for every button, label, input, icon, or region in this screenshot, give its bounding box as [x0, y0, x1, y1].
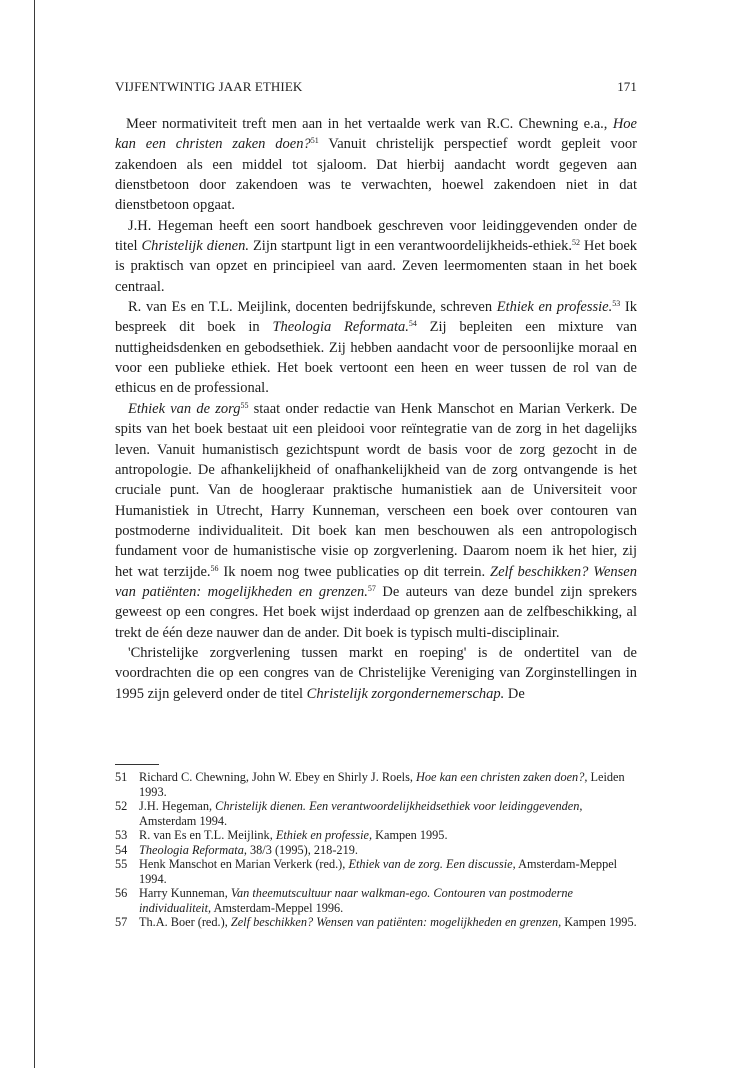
footnote-text — [139, 828, 637, 843]
text-run: Harry Kunneman, — [139, 886, 231, 900]
text-run: Richard C. Chewning, John W. Ebey en Shirly J. Roels, — [139, 770, 417, 784]
footnote-56 — [115, 886, 637, 915]
book-title: Ethiek en professie. — [496, 299, 613, 316]
text-run: Amsterdam-Meppel 1996. — [211, 900, 344, 915]
footnote-ref-53: 53 — [612, 299, 621, 309]
footnotes — [115, 770, 637, 930]
citation-title: Van theemutscultuur naar walkman-ego. Contouren van postmoderne individualiteit, — [139, 886, 573, 915]
footnote-number: 53 — [115, 828, 128, 842]
footnote-separator — [115, 764, 159, 765]
text-run: Zij bepleiten een mixture van nuttigheidsdenken en gebodsethiek. Zij hebben aandacht voor de persoonlijke moraal en voor een publieke ethiek. Het boek vertoont een heen en weer tussen de rol van de ethicus en de professional. — [115, 319, 637, 397]
citation-title: Zelf beschikken? Wensen van patiënten: mogelijkheden en grenzen, — [230, 915, 562, 929]
footnote-text — [139, 843, 637, 858]
footnote-ref-51: 51 — [310, 136, 319, 146]
paragraph-5 — [115, 643, 637, 704]
citation-title: Christelijk dienen. Een verantwoordelijkheidsethiek voor leidinggevenden, — [215, 799, 583, 813]
footnote-text — [139, 915, 637, 930]
text-run: staat onder redactie van Henk Manschot en Marian Verkerk. De spits van het boek bestaat uit een pleidooi voor reïntegratie van de zorg in het dagelijks leven. Vanuit humanistisch gezichtspunt wordt de basis voor de zorg gezocht in de antropologie. De afhankelijkheid of onafhankelijkheid van de zorg ontvangende is het cruciale punt. Van de hoogleraar praktische humanistiek aan de Universiteit voor Humanistiek in Utrecht, Harry Kunneman, verscheen een boek over contouren van postmoderne individualiteit. Dit boek kan men beschouwen als een antropologisch fundament voor de humanistische visie op zorgverlening. Daarom noem ik het hier, zij het wat terzijde. — [115, 400, 637, 580]
paragraph-1 — [115, 114, 637, 216]
footnote-52 — [115, 799, 637, 828]
footnote-text — [139, 886, 637, 915]
paragraph-3 — [115, 297, 637, 399]
journal-title: Theologia Reformata. — [272, 319, 409, 336]
text-run: Amsterdam-Meppel 1994. — [139, 857, 618, 886]
text-run: Het boek is praktisch van opzet en principieel van aard. Zeven leermomenten staan in het boek centraal. — [115, 238, 637, 295]
text-run: Leiden 1993. — [139, 770, 625, 799]
text-run: Kampen 1995. — [372, 828, 448, 842]
page-number: 171 — [617, 79, 637, 94]
citation-title: Theologia Reformata, — [139, 842, 247, 857]
text-run: R. van Es en T.L. Meijlink, docenten bedrijfskunde, schreven — [128, 299, 497, 316]
text-run: Th.A. Boer (red.), — [139, 915, 231, 929]
book-title: Christelijk zorgondernemerschap. — [306, 685, 505, 702]
book-title: Zelf beschikken? Wensen van patiënten: mogelijkheden en grenzen. — [115, 563, 637, 600]
footnote-57 — [115, 915, 637, 930]
paragraph-2 — [115, 216, 637, 297]
body-text — [115, 114, 637, 704]
footnote-text — [139, 770, 637, 799]
footnote-53 — [115, 828, 637, 843]
footnote-number: 52 — [115, 799, 128, 813]
citation-title: Ethiek en professie, — [275, 828, 373, 842]
text-run: J.H. Hegeman, — [139, 799, 216, 813]
text-run: Ik bespreek dit boek in — [115, 299, 637, 336]
text-run: Ik noem nog twee publicaties op dit terrein. — [218, 563, 491, 580]
footnote-ref-57: 57 — [367, 583, 376, 593]
text-run: R. van Es en T.L. Meijlink, — [139, 828, 276, 842]
text-run: Vanuit christelijk perspectief wordt gepleit voor zakendoen als een middel tot sjaloom. Dat hierbij aandacht wordt gegeven aan dienstbetoon door zakendoen was te verwachten, hoewel zakendoen niet in dat dienstbetoon opgaat. — [115, 136, 637, 214]
footnote-text — [139, 799, 637, 828]
book-title: Christelijk dienen. — [141, 238, 249, 255]
footnote-number: 56 — [115, 886, 128, 900]
text-run: Kampen 1995. — [561, 915, 637, 929]
footnote-51 — [115, 770, 637, 799]
text-run: 38/3 (1995), 218-219. — [246, 842, 358, 857]
footnote-ref-54: 54 — [408, 319, 417, 329]
paragraph-4 — [115, 399, 637, 643]
footnote-ref-55: 55 — [240, 400, 249, 410]
footnote-55 — [115, 857, 637, 886]
footnote-ref-52: 52 — [571, 238, 580, 248]
citation-title: Hoe kan een christen zaken doen?, — [416, 770, 588, 784]
text-run: De auteurs van deze bundel zijn sprekers geweest op een congres. Het boek wijst inderdaad op grenzen aan de zelfbeschikking, al trekt de één deze nauwer dan de ander. Dit boek is typisch multi-disciplinair. — [115, 583, 638, 641]
footnote-number: 55 — [115, 857, 128, 871]
running-header — [115, 79, 637, 95]
text-run: 'Christelijke zorgverlening tussen markt en roeping' is de ondertitel van de voordrachten die op een congres van de Christelijke Vereniging van Zorginstellingen in 1995 zijn geleverd onder de titel — [115, 644, 637, 702]
text-run: Zijn startpunt ligt in een verantwoordelijkheids-ethiek. — [248, 238, 572, 255]
text-run: Amsterdam 1994. — [139, 813, 228, 828]
footnote-text — [139, 857, 637, 886]
footnote-number: 51 — [115, 770, 128, 784]
footnote-number: 54 — [115, 842, 128, 857]
text-run: J.H. Hegeman heeft een soort handboek geschreven voor leidinggevenden onder de titel — [115, 217, 637, 255]
footnote-number: 57 — [115, 915, 128, 929]
page-spine-line — [34, 0, 35, 1068]
footnote-54 — [115, 843, 637, 858]
citation-title: Ethiek van de zorg. Een discussie, — [348, 857, 516, 871]
footnote-ref-56: 56 — [210, 563, 219, 573]
book-title: Hoe kan een christen zaken doen? — [115, 116, 637, 153]
text-run: Henk Manschot en Marian Verkerk (red.), — [139, 857, 349, 871]
text-run: De — [504, 685, 525, 702]
book-title: Ethiek van de zorg — [128, 400, 241, 417]
running-title: VIJFENTWINTIG JAAR ETHIEK — [115, 79, 303, 94]
text-run: Meer normativiteit treft men aan in het vertaalde werk van R.C. Chewning e.a., — [126, 116, 613, 132]
